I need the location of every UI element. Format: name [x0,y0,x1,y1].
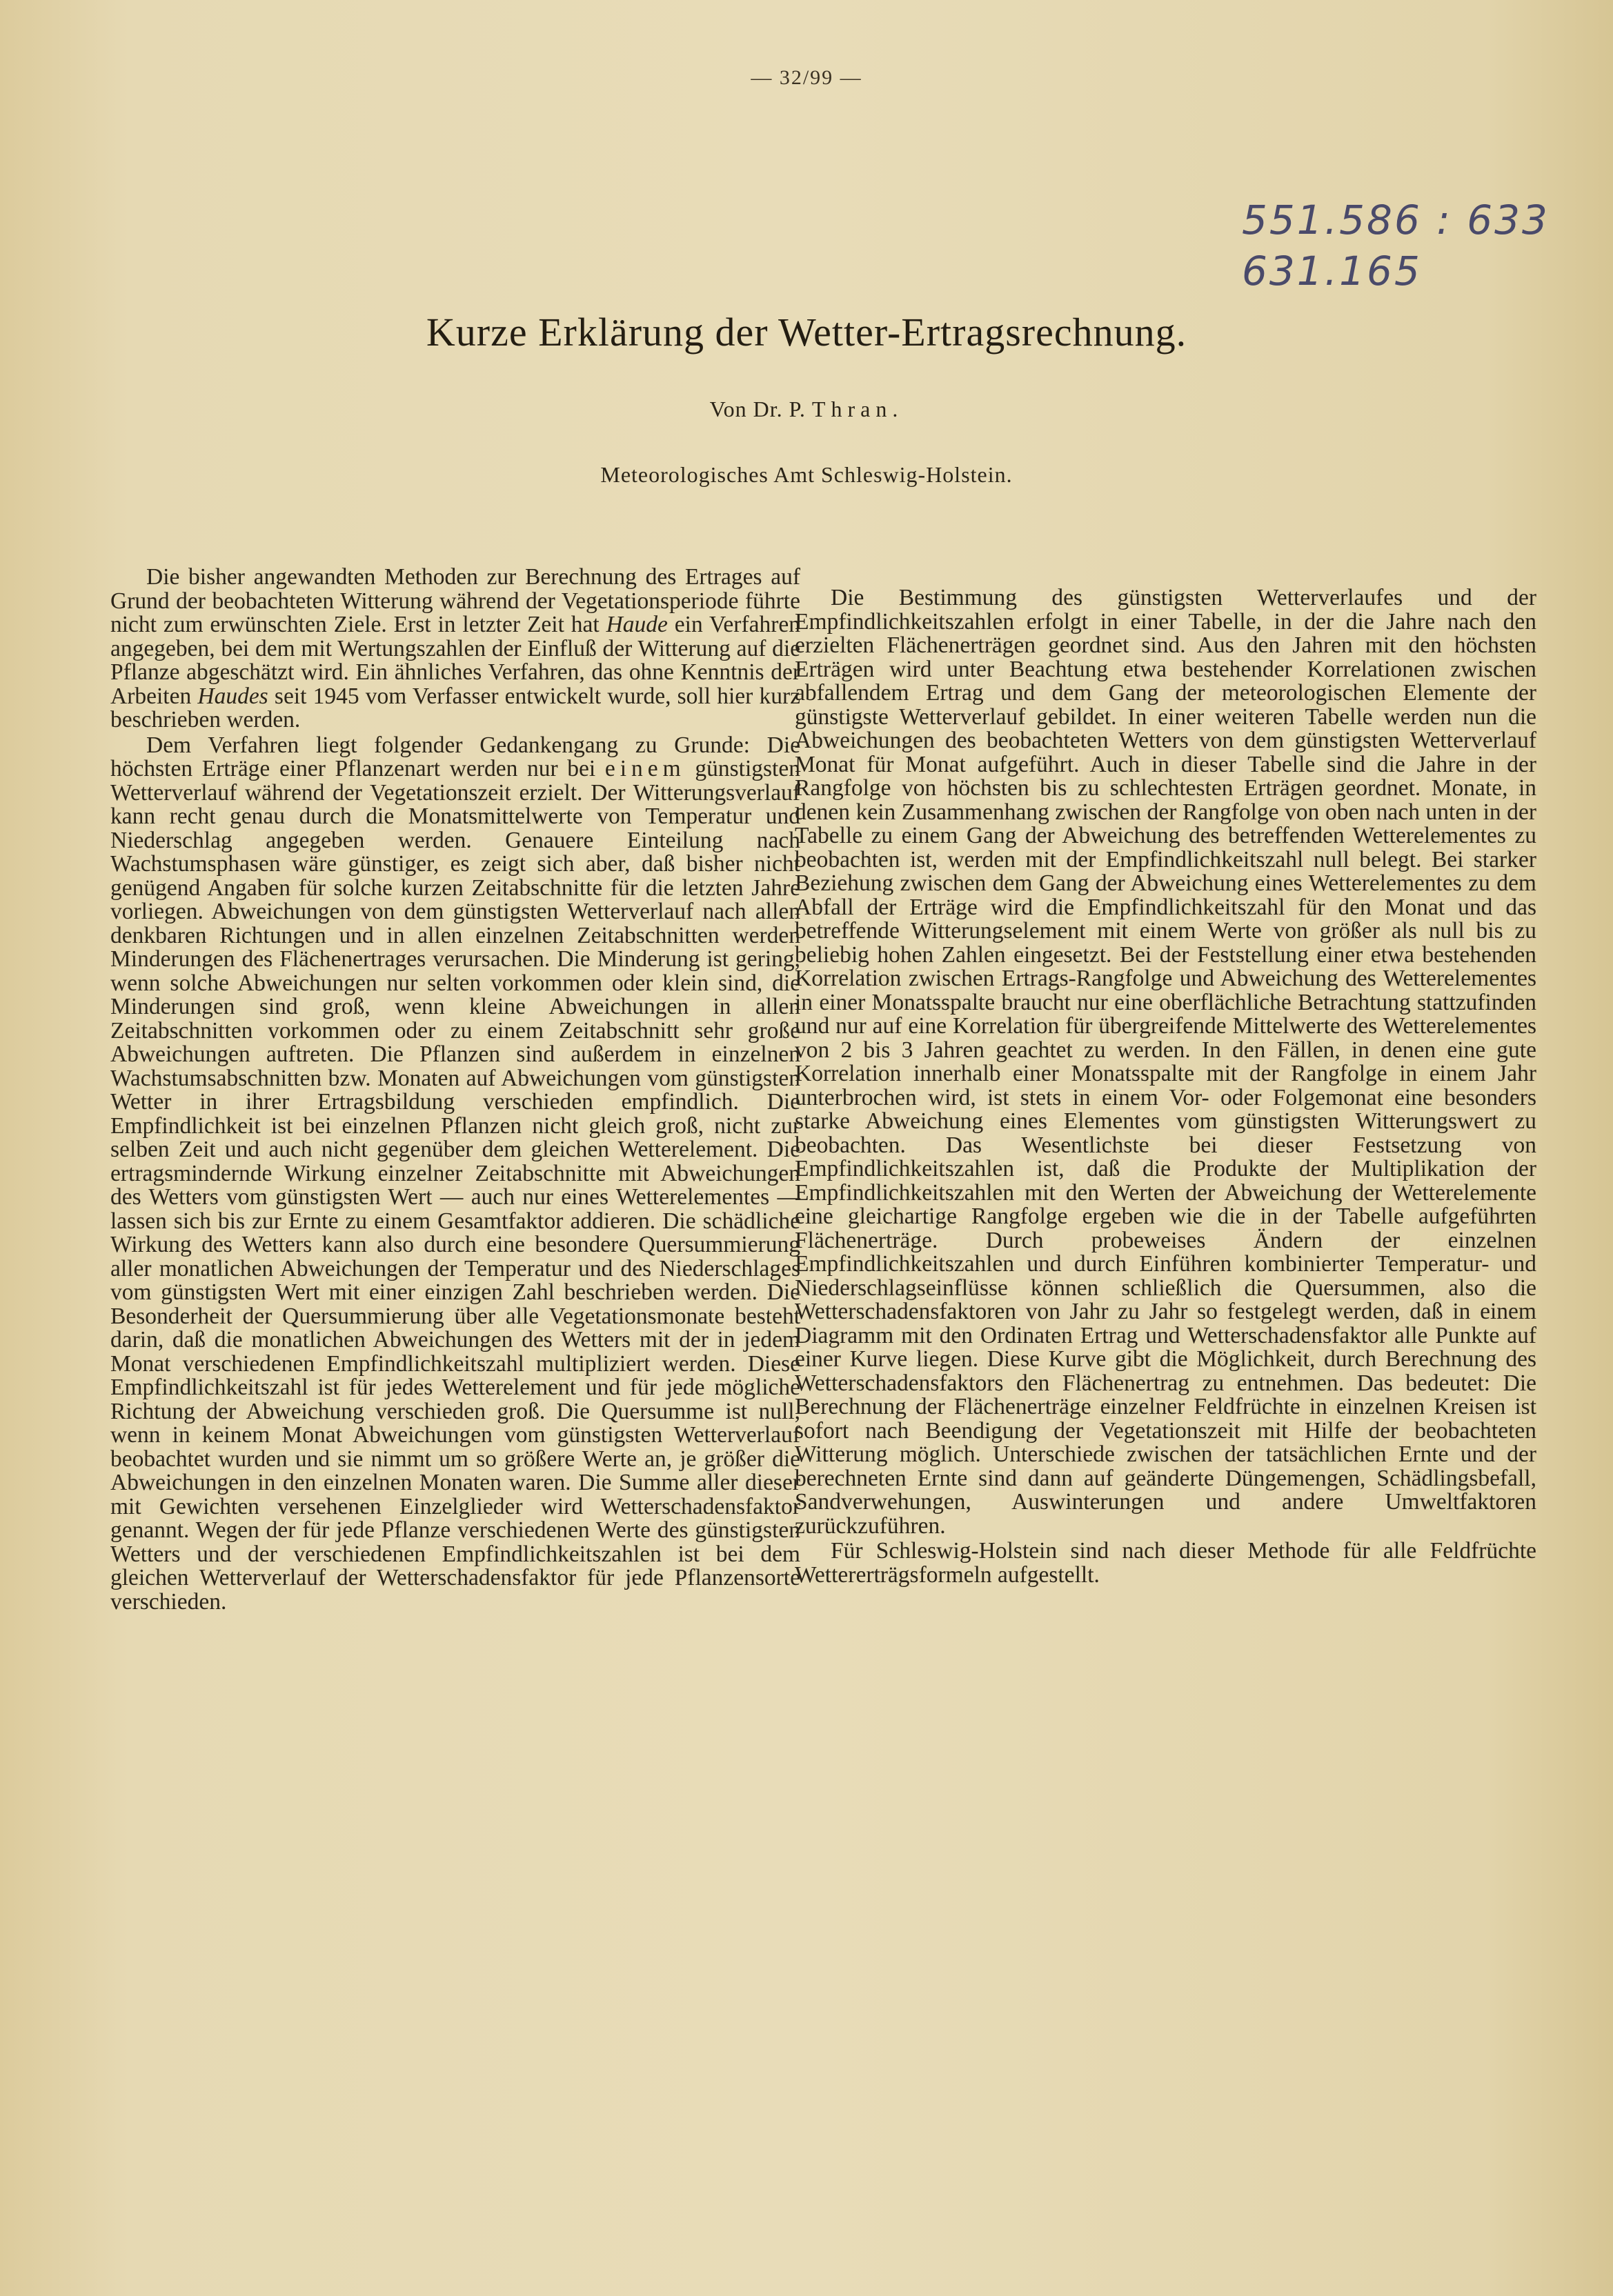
left-paragraph-2 [110,734,800,1615]
text-run: Die bisher angewandten Methoden zur Berechnung des Ertrages auf Grund der beobachteten Witterung während der Vegetationsperiode führte nicht zum erwünschten Ziele. Erst in letzter Zeit hat [110,564,800,637]
right-paragraph-1: Die Bestimmung des günstigsten Wetterverlaufes und der Empfindlichkeitszahlen erfolgt in einer Tabelle, in der die Jahre nach den erzielten Flächenerträgen geordnet sind. Aus den Jahren mit den höchsten Erträgen wird unter Beachtung etwa bestehender Korrelationen zwischen abfallendem Ertrag und dem Gang der meteorologischen Elemente der günstigste Wetterverlauf gebildet. In einer weiteren Tabelle werden nun die Abweichungen des beobachteten Wetters von dem günstigsten Wetterverlauf Monat für Monat aufgeführt. Auch in dieser Tabelle sind die Jahre in der Rangfolge von höchsten bis zu schlechtesten Erträgen geordnet. Monate, in denen kein Zusammenhang zwischen der Rangfolge von oben nach unten in der Tabelle zu einem Gang der Abweichung des betreffenden Wetterelementes zu beobachten ist, werden mit der Empfindlichkeitszahl null belegt. Bei starker Beziehung zwischen dem Gang der Abweichung eines Wetterelementes zu dem Abfall der Erträge wird die Empfindlichkeitszahl für den Monat und das betreffende Witterungselement mit einem Werte von größer als null bis zu beliebig hohen Zahlen eingesetzt. Bei der Feststellung einer etwa bestehenden Korrelation zwischen Ertrags-Rangfolge und Abweichung des Wetterelementes in einer Monatsspalte braucht nur eine oberflächliche Betrachtung stattzufinden und nur auf eine Korrelation für übergreifende Mittelwerte des Wetterelementes von 2 bis 3 Jahren geachtet zu werden. In den Fällen, in denen eine gute Korrelation innerhalb einer Monatsspalte mit der Rangfolge in einem Jahr unterbrochen wird, ist stets in einem Vor- oder Folgemonat eine besonders starke Abweichung eines Elementes vom günstigsten Witterungswert zu beobachten. Das Wesentlichste bei dieser Festsetzung von Empfindlichkeitszahlen ist, daß die Produkte der Multiplikation der Empfindlichkeitszahlen mit den Werten der Abweichung der Wetterelemente eine gleichartige Rangfolge ergeben wie die in der Tabelle aufgeführten Flächenerträge. Durch probeweises Ändern der einzelnen Empfindlichkeitszahlen und durch Einführen kombinierter Temperatur- und Niederschlagseinflüsse können schließlich die Quersummen, also die Wetterschadensfaktoren von Jahr zu Jahr so festgelegt werden, daß in einem Diagramm mit den Ordinaten Ertrag und Wetterschadensfaktor alle Punkte auf einer Kurve liegen. Diese Kurve gibt die Möglichkeit, durch Berechnung des Wetterschadensfaktors den Flächenertrag zu entnehmen. Das bedeutet: Die Berechnung der Flächenerträge einzelner Feldfrüchte in einzelnen Kreisen ist sofort nach Beendigung der Vegetationszeit mit Hilfe der beobachteten Witterung möglich. Unterschiede zwischen der tatsächlichen Ernte und der berechneten Ernte sind dann auf geänderte Düngemengen, Schädlingsbefall, Sandverwehungen, Auswinterungen und andere Umweltfaktoren zurückzuführen. [795,585,1536,1539]
author-institution: Meteorologisches Amt Schleswig-Holstein. [600,462,1013,487]
italic-name: Haudes [197,683,268,709]
text-run: günstigsten Wetterverlauf während der Vegetationszeit erzielt. Der Witterungsverlauf kann recht genau durch die Monatsmittelwerte von Temperatur und Niederschlag angegeben werden. Genauere Einteilung nach Wachstumsphasen wäre günstiger, es zeigt sich aber, daß bisher nicht genügend Angaben für solche kurzen Zeitabschnitte für die letzten Jahre vorliegen. Abweichungen von dem günstigsten Wetterverlauf nach allen denkbaren Richtungen und in allen einzelnen Zeitabschnitten werden Minderungen des Flächenertrages verursachen. Die Minderung ist gering, wenn solche Abweichungen nur selten vorkommen oder klein sind, die Minderungen sind groß, wenn kleine Abweichungen in allen Zeitabschnitten vorkommen oder zu einem Zeitabschnitt sehr große Abweichungen auftreten. Die Pflanzen sind außerdem in einzelnen Wachstumsabschnitten bzw. Monaten auf Abweichungen vom günstigsten Wetter in ihrer Ertragsbildung verschieden empfindlich. Die Empfindlichkeit ist bei einzelnen Pflanzen nicht gleich groß, nicht zur selben Zeit und auch nicht gegenüber dem gleichen Wetterelement. Die ertragsmindernde Wirkung einzelner Zeitabschnitte mit Abweichungen des Wetters vom günstigsten Wert — auch nur eines Wetterelementes — lassen sich bis zur Ernte zu einem Gesamtfaktor addieren. Die schädliche Wirkung des Wetters kann also durch eine besondere Quersummierung aller monatlichen Abweichungen der Temperatur und des Niederschlages vom günstigsten Wert mit einer einzigen Zahl beschrieben werden. Die Besonderheit der Quersummierung über alle Vegetationsmonate besteht darin, daß die monatlichen Abweichungen des Wetters mit der in jedem Monat verschiedenen Empfindlichkeitszahl multipliziert werden. Diese Empfindlichkeitszahl ist für jedes Wetterelement und für jede mögliche Richtung der Abweichung verschieden groß. Die Quersumme ist null, wenn in keinem Monat Abweichungen vom günstigsten Wetterverlauf beobachtet wurden und sie nimmt um so größere Werte an, je größer die Abweichungen in den einzelnen Monaten waren. Die Summe aller dieser mit Gewichten versehenen Einzelglieder wird Wetterschadensfaktor genannt. Wegen der für jede Pflanze verschiedenen Werte des günstigsten Wetters und der verschiedenen Empfindlichkeitszahlen ist bei dem gleichen Wetterverlauf der Wetterschadensfaktor für jede Pflanzensorte verschieden. [110,756,800,1615]
article-title: Kurze Erklärung der Wetter-Ertragsrechnung. [426,310,1187,355]
text-run: ein Verfahren angegeben, bei dem mit Wertungszahlen der Einfluß der Witterung auf die Pflanze abgeschätzt wird. Ein ähnliches Verfahren, das ohne Kenntnis der Arbeiten [110,612,801,709]
right-text-column [795,586,1536,1587]
left-paragraph-1 [110,566,800,732]
left-text-column [110,566,800,1614]
author-name: Thran. [811,397,904,421]
spaced-emphasis: einem [604,756,686,781]
text-run: seit 1945 vom Verfasser entwickelt wurde, soll hier kurz beschrieben werden. [110,683,800,732]
classification-line-2: 631.165 [1242,248,1422,295]
right-paragraph-2: Für Schleswig-Holstein sind nach dieser Methode für alle Feldfrüchte Wettererträgsformeln aufgestellt. [795,1538,1536,1588]
text-run: Dem Verfahren liegt folgender Gedankengang zu Grunde: Die höchsten Erträge einer Pflanzenart werden nur bei [110,732,800,781]
author-prefix: Von Dr. P. [709,397,806,421]
classification-line-1: 551.586 : 633 [1242,197,1550,243]
page-number: — 32/99 — [751,66,862,89]
article-author [0,397,1613,422]
handwritten-classification-note [1242,194,1550,297]
italic-name: Haude [606,612,668,637]
